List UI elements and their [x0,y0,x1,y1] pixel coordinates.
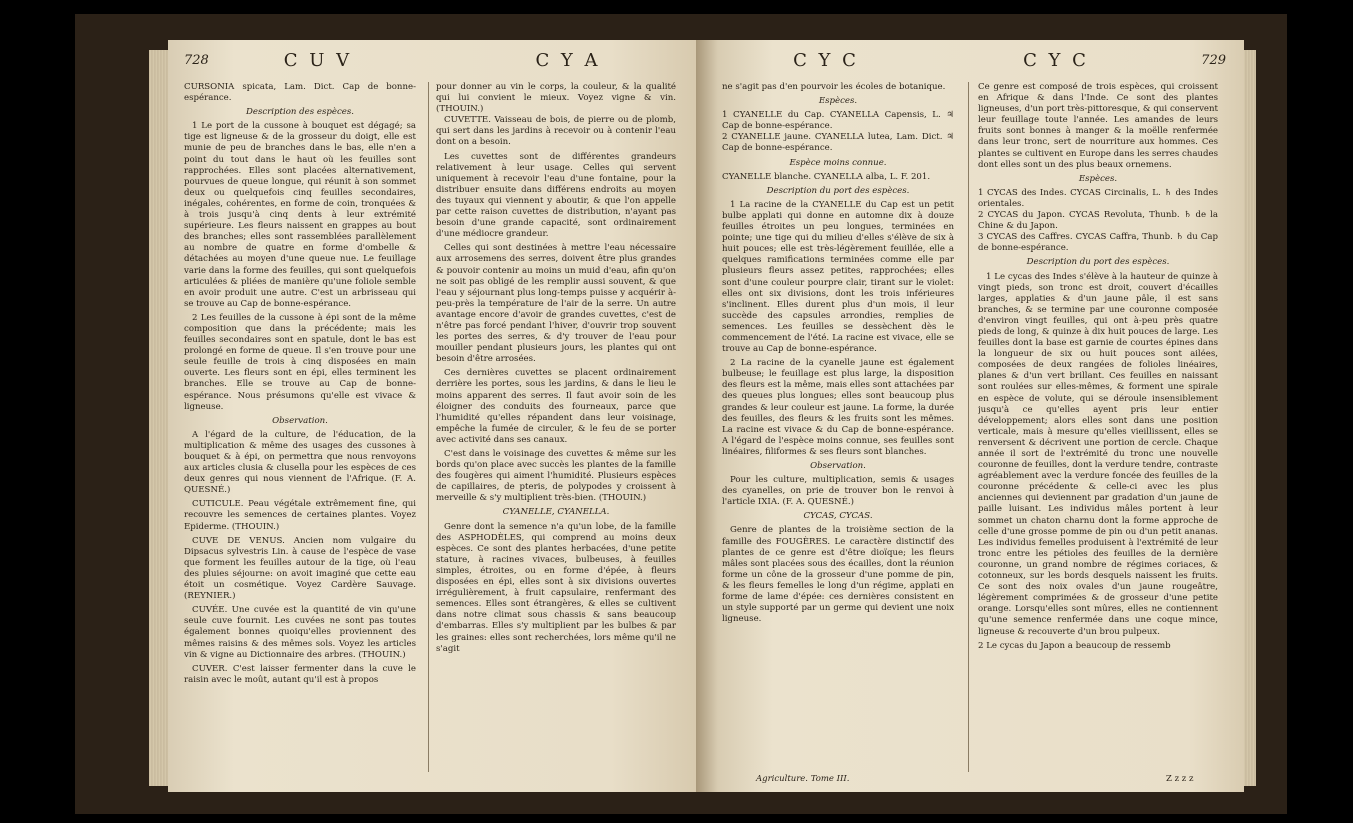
section-heading: Observation. [810,461,866,471]
paragraph: Pour les culture, multiplication, semis & usages des cyanelles, on prie de trouver bon le renvoi à l'article IXIA. (F. A. QUESNÉ.) [722,475,954,508]
paragraph: CUVÉE. Une cuvée est la quantité de vin qu'une seule cuve fournit. Les cuvées ne sont pas toutes également bonnes quoiqu'elles proviennent des mêmes raisins & des mêmes sols. Voyez les articles vin & vigne au Dictionnaire des arbres. (THOUIN.) [184,605,416,660]
left-column-2 [436,82,676,782]
paragraph: CUVE DE VENUS. Ancien nom vulgaire du Dipsacus sylvestris Lin. à cause de l'espèce de vase que forment les feuilles autour de la tige, où l'eau des pluies séjourne: on avoit imaginé que cette eau étoit un cosmétique. Voyez Cardère Sauvage. (REYNIER.) [184,535,416,602]
paragraph: CYANELLE blanche. CYANELLA alba, L. F. 201. [722,171,931,182]
section-heading: Observation. [272,415,328,426]
column-rule [428,82,429,772]
signature-mark: Z z z z [1166,774,1194,784]
paragraph: CUVER. C'est laisser fermenter dans la cuve le raisin avec le moût, autant qu'il est à propos [184,663,416,685]
paragraph: 2 Le cycas du Japon a beaucoup de ressemb [978,640,1171,651]
page-footer: Agriculture. Tome III. [756,774,850,784]
right-page [696,40,1244,792]
left-column-1 [184,82,416,782]
paragraph: 2 Les feuilles de la cussone à épi sont de la même composition que dans la précédente; mais les feuilles secondaires sont en spatule, dont le bas est prolongé en forme de queue. Il s'en trouve pour une seule feuille de trois à cinq disposées en main ouverte. Les fleurs sont en épi, elles terminent les branches. Elle se trouve au Cap de bonne-espérance. Nous présumons qu'elle est vivace & ligneuse. [184,312,416,412]
right-header-left: C Y C [793,50,859,71]
paragraph: CUVETTE. Vaisseau de bois, de pierre ou de plomb, qui sert dans les jardins à recevoir ou à contenir l'eau dont on a besoin. [436,115,676,148]
section-heading: CYANELLE, CYANELLA. [502,507,610,518]
paragraph: 3 CYCAS des Caffres. CYCAS Caffra, Thunb. ♄ du Cap de bonne-espérance. [978,232,1218,254]
column-rule [968,82,969,772]
paragraph: Ces dernières cuvettes se placent ordinairement derrière les portes, sous les jardins, & dans le lieu le moins apparent des serres. Il faut avoir soin de les éloigner des conduits des fourneaux, parce que l'humidité qu'elles répandent dans leur voisinage, empêche la fumée de circuler, & le feu de se porter avec activité dans ses canaux. [436,368,676,445]
book-spread [75,14,1287,814]
left-running-head [168,50,721,76]
right-column-2 [978,82,1218,782]
paragraph: Les cuvettes sont de différentes grandeurs relativement à leur usage. Celles qui servent uniquement à recevoir l'eau d'une fontaine, pour la distribuer ensuite dans différens endroits au moyen des tuyaux qui viennent y aboutir, & que l'on appelle par cette raison cuvettes de distribution, n'ayant pas besoin d'une grande capacité, sont ordinairement d'une médiocre grandeur. [436,151,676,240]
section-heading: Description du port des espèces. [1026,257,1170,268]
paragraph: CURSONIA spicata, Lam. Dict. Cap de bonne-espérance. [184,82,416,104]
section-heading: Espèces. [1078,173,1118,184]
left-page [168,40,721,792]
section-heading: Espèce moins connue. [789,157,887,168]
paragraph: 2 La racine de la cyanelle jaune est également bulbeuse; le feuillage est plus large, la disposition des fleurs est la même, mais elles sont attachées par des queues plus longues; elles sont beaucoup plus grandes & leur couleur est jaune. La forme, la durée des feuilles, des fleurs & les fruits sont les mêmes. La racine est vivace & du Cap de bonne-espérance. A l'égard de l'espèce moins connue, ses feuilles sont linéaires, filiformes & ses fleurs sont blanches. [722,358,954,457]
right-running-head [696,50,1244,76]
left-page-number: 728 [184,53,209,68]
section-heading: Description des espèces. [245,107,355,118]
paragraph: 1 La racine de la CYANELLE du Cap est un petit bulbe applati qui donne en automne dix à douze feuilles étroites un peu longues, terminées en pointe; une tige qui du milieu d'elles s'élève de six à huit pouces; elle est très-légèrement feuillée, elle a quelques ramifications terminées comme elle par plusieurs fleurs assez petites, rapprochées; elles sont d'une couleur pourpre clair, tirant sur le violet: elles ont six divisions, dont les trois inférieures s'inclinent. Elles durent plus d'un mois, il leur succède des capsules arrondies, remplies de semences. Les feuilles se dessèchent dès le commencement de l'été. La racine est vivace, elle se trouve au Cap de bonne-espérance. [722,199,954,355]
paragraph: 2 CYANELLE jaune. CYANELLA lutea, Lam. Dict. ♃ Cap de bonne-espérance. [722,132,954,154]
paragraph: ne s'agit pas d'en pourvoir les écoles de botanique. [722,82,946,92]
paragraph: pour donner au vin le corps, la couleur, & la qualité qui lui convient le mieux. Voyez vigne & vin. (THOUIN.) [436,82,676,115]
paragraph: Ce genre est composé de trois espèces, qui croissent en Afrique & dans l'Inde. Ce sont des plantes ligneuses, d'un port très-pittoresque, & qui conservent leur feuillage toute l'année. Les amandes de leurs fruits sont bonnes à manger & la moëlle renfermée dans leur tronc, sert de nourriture aux hommes. Ces plantes se cultivent en Europe dans les serres chaudes dont elles sont un des plus beaux ornemens. [978,82,1218,170]
paragraph: 1 Le port de la cussone à bouquet est dégagé; sa tige est ligneuse & de la grosseur du doigt, elle est munie de peu de branches dans le bas, elle n'en a point du tout dans le haut où les feuilles sont rapprochées. Elles sont placées alternativement, pourvues de queue longue, qui réunit à son sommet deux ou quelquefois cinq feuilles secondaires, inégales, cohérentes, en forme de coin, tronquées & à trois jusqu'à cinq dents à leur extrémité supérieure. Les fleurs naissent en grappes au bout des branches; elles sont rassemblées parallèlement au nombre de quatre en forme d'ombelle & détachées au moyen d'une queue nue. Le feuillage varie dans la forme des feuilles, qui sont quelquefois articulées & pliées de manière qu'une foliole semble en avoir produit une autre. C'est un arbrisseau qui se trouve au Cap de bonne-espérance. [184,121,416,309]
paragraph: 1 CYCAS des Indes. CYCAS Circinalis, L. ♄ des Indes orientales. [978,187,1218,209]
right-page-number: 729 [1201,53,1226,68]
paragraph: CUTICULE. Peau végétale extrêmement fine, qui recouvre les semences de certaines plantes. Voyez Epiderme. (THOUIN.) [184,499,416,532]
right-header-right: C Y C [1023,50,1089,71]
paragraph: C'est dans le voisinage des cuvettes & même sur les bords qu'on place avec succès les plantes de la famille des fougères qui aiment l'humidité. Plusieurs espèces de capillaires, de pteris, de polypodes y croissent à merveille & s'y multiplient très-bien. (THOUIN.) [436,449,676,504]
paragraph: Genre de plantes de la troisième section de la famille des FOUGÈRES. Le caractère distinctif des plantes de ce genre est d'être dioïque; les fleurs mâles sont placées sous des écailles, dont la réunion forme un cône de la grosseur d'une pomme de pin, & les fleurs femelles le long d'un régime, applati en forme de lame d'épée: ces dernières consistent en un style supporté par un germe qui devient une noix ligneuse. [722,525,954,625]
left-header-right: C Y A [535,50,601,71]
section-heading: CYCAS, CYCAS. [803,511,873,522]
left-header-left: C U V [283,50,353,71]
section-heading: Description du port des espèces. [766,185,910,196]
paragraph: 1 Le cycas des Indes s'élève à la hauteur de quinze à vingt pieds, son tronc est droit, couvert d'écailles larges, applaties & d'un jaune pâle, il est sans branches, & se termine par une couronne composée d'environ vingt feuilles, qui ont à-peu près quatre pieds de long, & quinze à dix huit pouces de large. Les feuilles dont la base est garnie de courtes épines dans la longueur de six ou huit pouces sont ailées, composées de deux rangées de folioles linéaires, planes & d'un vert brillant. Ces feuilles en naissant sont roulées sur elles-mêmes, & forment une spirale en espèce de volute, qui se déroule insensiblement jusqu'à ce qu'elles ayent pris leur entier développement; alors elles sont dans une position verticale, mais à mesure qu'elles vieillissent, elles se renversent & décrivent une portion de cercle. Chaque année il sort de l'extrémité du tronc une nouvelle couronne de feuilles, dont la verdure tendre, contraste agréablement avec la verdure foncée des feuilles de la couronne précédente & celle-ci avec les plus anciennes qui deviennent par gradation d'un jaune de paille luisant. Les individus mâles portent à leur sommet un chaton charnu dont la forme approche de celle d'une grosse pomme de pin ou d'un petit ananas. Les individus femelles produisent à l'extrémité de leur tronc entre les pétioles des feuilles de la dernière couronne, un grand nombre de régimes coriaces, & cotonneux, sur les bords desquels naissent les fruits. Ce sont des noix ovales d'un jaune rougeâtre, légèrement comprimées & de grosseur d'une petite orange. Lorsqu'elles sont mûres, elles ne contiennent qu'une semence renfermée dans une coque mince, ligneuse & recouverte d'un brou pulpeux. [978,271,1218,637]
right-column-1 [722,82,954,762]
paragraph: Genre dont la semence n'a qu'un lobe, de la famille des ASPHODÈLES, qui comprend au moins deux espèces. Ce sont des plantes herbacées, d'une petite stature, à racines vivaces, bulbeuses, à feuilles simples, étroites, ou en forme d'épée, à fleurs disposées en épi, elles sont à six divisions ouvertes irrégulièrement, à fruit capsulaire, renfermant des semences. Elles sont étrangères, & elles se cultivent dans notre climat sous chassis & sans beaucoup d'embarras. Elles s'y multiplient par les bulbes & par les graines: elles sont recherchées, lors même qu'il ne s'agit [436,521,676,654]
paragraph: 1 CYANELLE du Cap. CYANELLA Capensis, L. ♃ Cap de bonne-espérance. [722,110,954,132]
paragraph: Celles qui sont destinées à mettre l'eau nécessaire aux arrosemens des serres, doivent être plus grandes & pouvoir contenir au moins un muid d'eau, afin qu'on ne soit pas obligé de les remplir aussi souvent, & que l'eau y séjournant plus long-temps puisse y acquérir à-peu-près la température de l'air de la serre. Un autre avantage encore d'avoir de grandes cuvettes, c'est de n'être pas forcé pendant l'hiver, d'ouvrir trop souvent les portes des serres, & d'y trouver de l'eau pour mouiller pendant plusieurs jours, les plantes qui ont besoin d'être arrosées. [436,243,676,365]
paragraph: A l'égard de la culture, de l'éducation, de la multiplication & même des usages des cussones à bouquet & à épi, on permettra que nous renvoyons aux articles clusia & clusella pour les espèces de ces deux genres qui nous viennent de l'Afrique. (F. A. QUESNÉ.) [184,429,416,496]
section-heading: Espèces. [818,96,858,107]
paragraph: 2 CYCAS du Japon. CYCAS Revoluta, Thunb. ♄ de la Chine & du Japon. [978,210,1218,232]
